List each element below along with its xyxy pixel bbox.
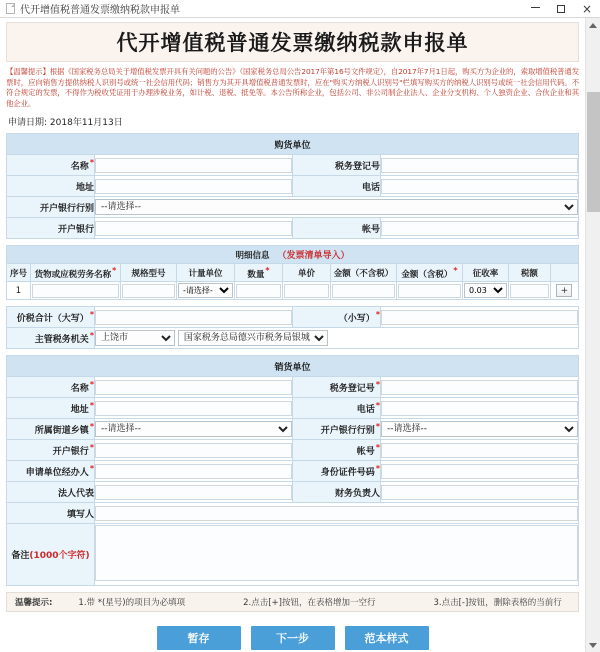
row-amount-incl-input[interactable] [398,284,461,298]
seller-name-input[interactable] [95,380,292,395]
operator-label-text: 申请单位经办人 [25,468,89,478]
required-marker: * [375,401,380,410]
row-tax-amount-cell [509,282,551,300]
detail-section-subtitle: （发票清单导入） [277,251,350,261]
applicant-operator-row [7,461,579,482]
buyer-phone-input[interactable] [381,179,578,194]
tips-item-2: 2.点击[+]按钮，在表格增加一空行 [243,598,376,608]
required-marker: * [112,265,117,275]
row-amount-incl-cell [397,282,463,300]
seller-taxreg-label-text: 税务登记号 [329,384,375,394]
seller-taxreg-input[interactable] [381,380,578,395]
row-goods-name-cell [31,282,121,300]
minimize-icon [531,7,540,8]
buyer-name-cell [95,155,293,176]
table-row [7,282,579,300]
tips-item-1: 1.带 *(星号)的项目为必填项 [78,598,186,608]
capital-total-label-text: 价税合计（大写） [16,314,89,324]
seller-address-label [7,398,95,419]
col-goods-name-text: 货物或应税劳务名称 [34,269,112,280]
seller-bank-row [7,440,579,461]
required-marker: * [375,443,380,452]
document-icon [6,3,15,14]
footer-actions [6,612,579,652]
required-marker: * [89,310,94,319]
col-tax-amount: 税额 [509,264,551,282]
id-number-label-text: 身份证件号码 [320,468,375,478]
required-marker: * [453,265,458,275]
buyer-banktype-row [7,197,579,218]
maximize-button[interactable] [548,0,574,18]
seller-phone-label [293,398,381,419]
legal-rep-label: 法人代表 [7,482,95,503]
detail-section [6,245,579,300]
col-unit: 计量单位 [177,264,235,282]
seller-section-title: 销货单位 [7,356,579,377]
row-amount-excl-cell [331,282,397,300]
col-goods-name [31,264,121,282]
seller-street-label-text: 所属街道乡镇 [34,426,89,436]
row-unit-cell [177,282,235,300]
finance-label: 财务负责人 [293,482,381,503]
required-marker: * [89,380,94,389]
buyer-name-label [7,155,95,176]
seller-address-row [7,398,579,419]
required-marker: * [375,310,380,319]
window-titlebar [0,0,600,18]
required-marker: * [375,380,380,389]
filler-label: 填写人 [7,503,95,524]
apply-date-label: 申请日期: [8,118,48,128]
totals-capital-row [7,307,579,328]
buyer-account-label: 帐号 [293,218,381,239]
apply-date-row [8,115,579,128]
apply-date-value: 2018年11月13日 [49,118,123,128]
col-price: 单价 [283,264,331,282]
lowercase-total-label [293,307,381,328]
row-tax-rate-cell [463,282,509,300]
required-marker: * [89,331,94,340]
id-number-label [293,461,381,482]
seller-address-cell [95,398,293,419]
seller-name-label [7,377,95,398]
buyer-section-title: 购货单位 [7,134,579,155]
seller-bank-input[interactable] [95,443,292,458]
required-marker: * [89,464,94,473]
close-icon: × [581,1,593,16]
page-title-banner [6,22,579,62]
save-draft-button[interactable]: 暂存 [157,626,241,650]
seller-bank-label [7,440,95,461]
capital-total-input[interactable] [95,310,292,325]
row-goods-name-input[interactable] [32,284,119,298]
buyer-bank-label: 开户银行 [7,218,95,239]
buyer-phone-label: 电话 [293,176,381,197]
required-marker: * [89,158,94,167]
seller-account-label-text: 帐号 [356,447,375,457]
buyer-banktype-select[interactable] [95,199,578,215]
remark-label [7,524,95,586]
form-content [0,18,585,652]
id-number-input[interactable] [381,464,578,479]
buyer-bank-input[interactable] [95,221,292,236]
tax-authority-office-select[interactable] [178,330,328,346]
buyer-bank-cell [95,218,293,239]
remark-cell [95,524,579,586]
remark-count-text: (1000个字符) [29,551,90,561]
notice-text: 【温馨提示】根据《国家税务总局关于增值税发票开具有关问题的公告》（国家税务总局公告2017年第16号文件规定），自2017年7月1日起，购买方为企业的，索取增值税普通发票时，应向销售方提供纳税人识别号或统一社会信用代码；销售方为其开具增值税普通发票时，应在"购买方纳税人识别号"栏填写购买方的纳税人识别号或统一社会信用代码。不符合规定的发票，不得作为税收凭证用于办理涉税业务，如计税、退税、抵免等。本公告所称企业，包括公司、非公司制企业法人、企业分支机构、个人独资企业、合伙企业和其他企业。 [6,67,579,108]
seller-taxreg-label [293,377,381,398]
close-button[interactable] [574,0,600,18]
legal-rep-cell [95,482,293,503]
row-amount-excl-input[interactable] [332,284,395,298]
row-quantity-input[interactable] [236,284,281,298]
seller-street-select[interactable] [95,421,292,437]
lowercase-total-label-text: （小写） [338,314,375,324]
row-tax-amount-input[interactable] [510,284,549,298]
buyer-name-input[interactable] [95,158,292,173]
seller-taxreg-cell [381,377,579,398]
maximize-icon [557,5,565,13]
seller-banktype-label [293,419,381,440]
chevron-down-icon [589,643,597,648]
buyer-taxreg-label: 税务登记号 [293,155,381,176]
detail-section-title: 明细信息 [235,251,270,261]
operator-label [7,461,95,482]
buyer-section [6,133,579,239]
row-quantity-cell [235,282,283,300]
detail-header-row [7,264,579,282]
seller-address-label-text: 地址 [70,405,89,415]
col-amount-incl-text: 金额（含税） [401,269,453,280]
buyer-address-input[interactable] [95,179,292,194]
lowercase-total-input[interactable] [381,310,578,325]
row-price-cell [283,282,331,300]
seller-name-label-text: 名称 [70,384,89,394]
filler-row [7,503,579,524]
window-controls [522,0,600,18]
seller-street-label [7,419,95,440]
col-amount-incl [397,264,463,282]
tax-authority-label [7,328,95,349]
row-unit-select[interactable] [178,283,233,298]
buyer-address-label: 地址 [7,176,95,197]
remark-row [7,524,579,586]
buyer-taxreg-input[interactable] [381,158,578,173]
seller-street-row [7,419,579,440]
buyer-phone-cell [381,176,579,197]
minimize-button[interactable] [522,0,548,18]
col-spec: 规格型号 [121,264,177,282]
seller-address-input[interactable] [95,401,292,416]
id-number-cell [381,461,579,482]
remark-label-text: 备注 [11,551,30,561]
seller-bank-cell [95,440,293,461]
buyer-address-cell [95,176,293,197]
page-title: 代开增值税普通发票缴纳税款申报单 [116,30,469,55]
tips-label: 温馨提示: [15,598,53,608]
required-marker: * [375,422,380,431]
buyer-account-cell [381,218,579,239]
template-style-button[interactable]: 范本样式 [345,626,429,650]
buyer-account-input[interactable] [381,221,578,236]
row-spec-input[interactable] [122,284,175,298]
vertical-scrollbar[interactable] [585,18,600,652]
seller-phone-label-text: 电话 [356,405,375,415]
required-marker: * [89,443,94,452]
row-price-input[interactable] [284,284,329,298]
operator-input[interactable] [95,464,292,479]
page-body [0,18,600,652]
scrollbar-thumb[interactable] [587,92,600,212]
seller-section-header-row [7,356,579,377]
seller-name-row [7,377,579,398]
scroll-up-button[interactable] [586,18,600,32]
tax-authority-cell [95,328,579,349]
col-quantity [235,264,283,282]
seller-account-input[interactable] [381,443,578,458]
required-marker: * [265,265,270,275]
capital-total-cell [95,307,293,328]
operator-cell [95,461,293,482]
col-quantity-text: 数量 [247,269,265,280]
col-amount-excl: 金额（不含税） [331,264,397,282]
scroll-down-button[interactable] [586,638,600,652]
tips-bar [6,592,579,612]
required-marker: * [89,422,94,431]
buyer-banktype-label: 开户银行行别 [7,197,95,218]
seller-street-cell [95,419,293,440]
row-actions-cell [550,282,578,300]
row-spec-cell [121,282,177,300]
scrollbar-track[interactable] [586,32,600,638]
buyer-section-header-row [7,134,579,155]
window-title: 代开增值税普通发票缴纳税款申报单 [20,5,180,16]
seller-account-cell [381,440,579,461]
col-tax-rate: 征收率 [463,264,509,282]
chevron-up-icon [589,23,597,28]
add-row-button[interactable]: + [556,284,572,297]
seller-section [6,355,579,586]
row-tax-rate-select[interactable] [464,283,507,298]
seller-phone-cell [381,398,579,419]
finance-input[interactable] [381,485,578,500]
seller-phone-input[interactable] [381,401,578,416]
buyer-name-row [7,155,579,176]
required-marker: * [375,464,380,473]
remark-textarea[interactable] [95,525,578,581]
next-step-button[interactable]: 下一步 [251,626,335,650]
lowercase-total-cell [381,307,579,328]
seller-name-cell [95,377,293,398]
col-actions [550,264,578,282]
required-marker: * [89,401,94,410]
tax-authority-city-select[interactable] [95,330,175,346]
totals-section [6,306,579,349]
seller-banktype-cell [381,419,579,440]
filler-input[interactable] [95,506,578,521]
seller-banktype-label-text: 开户银行行别 [320,426,375,436]
detail-section-title-cell [7,246,579,264]
buyer-name-label-text: 名称 [70,162,89,172]
buyer-bank-row [7,218,579,239]
filler-cell [95,503,579,524]
buyer-address-row [7,176,579,197]
col-index: 序号 [7,264,31,282]
legal-rep-row [7,482,579,503]
tax-authority-row [7,328,579,349]
seller-banktype-select[interactable] [381,421,578,437]
buyer-taxreg-cell [381,155,579,176]
seller-account-label [293,440,381,461]
tips-item-3: 3.点击[-]按钮，删除表格的当前行 [433,598,562,608]
legal-rep-input[interactable] [95,485,292,500]
capital-total-label [7,307,95,328]
finance-cell [381,482,579,503]
tax-authority-label-text: 主管税务机关 [34,335,89,345]
seller-bank-label-text: 开户银行 [52,447,89,457]
row-index: 1 [7,282,31,300]
buyer-banktype-cell [95,197,579,218]
detail-section-header-row [7,246,579,264]
